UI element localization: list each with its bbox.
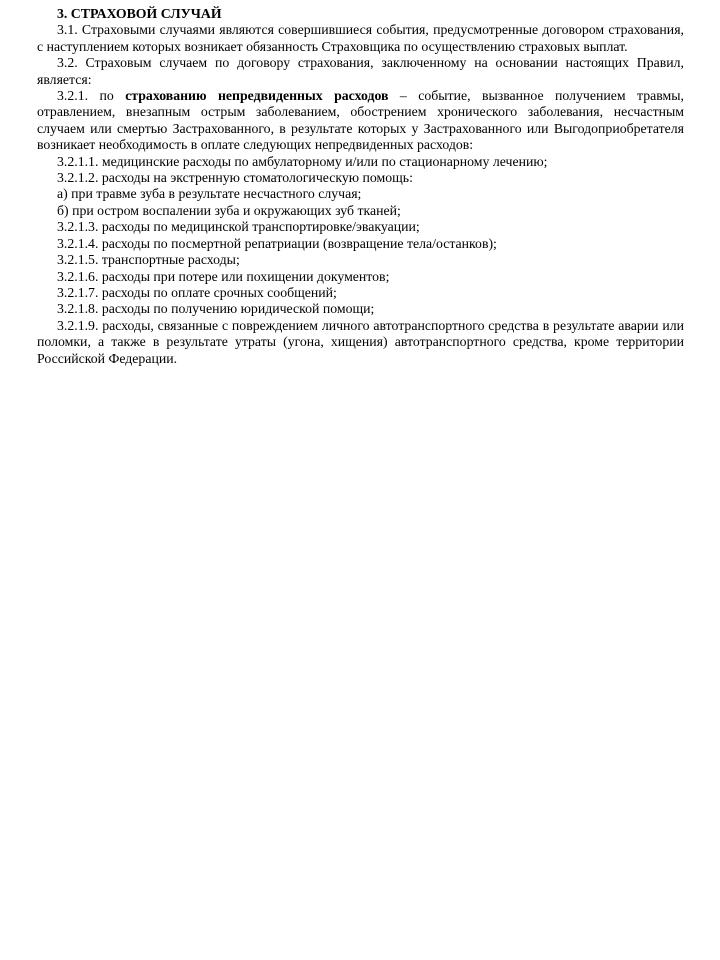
list-item-3-2-1-1: 3.2.1.1. медицинские расходы по амбулаторному и/или по стационарному лечению; [57,153,548,169]
paragraph-3-2-1-9: 3.2.1.9. расходы, связанные с повреждением личного автотранспортного средства в результате аварии или поломки, а также в результате утраты (угона, хищения) автотранспортного средства, кроме территории Российской Федерации. [37,317,684,366]
paragraph-3-2: 3.2. Страховым случаем по договору страхования, заключенному на основании настоящих Правил, является: [37,55,684,87]
list-item-3-2-1-5: 3.2.1.5. транспортные расходы; [57,252,240,268]
list-item-3-2-1-4: 3.2.1.4. расходы по посмертной репатриации (возвращение тела/останков); [57,235,497,251]
list-item-3-2-1-2: 3.2.1.2. расходы на экстренную стоматологическую помощь: [57,170,413,186]
paragraph-3-2-1 [37,88,684,154]
paragraph-3-2-1-lead: 3.2.1. по [57,88,126,104]
paragraph-3-2-1-bold-phrase: страхованию непредвиденных расходов [125,88,389,104]
list-item-a: а) при травме зуба в результате несчастного случая; [57,186,362,202]
list-item-b: б) при остром воспалении зуба и окружающих зуб тканей; [57,202,401,218]
list-item-3-2-1-8: 3.2.1.8. расходы по получению юридической помощи; [57,301,375,317]
section-title: 3. СТРАХОВОЙ СЛУЧАЙ [57,6,222,21]
paragraph-3-1: 3.1. Страховыми случаями являются совершившиеся события, предусмотренные договором страхования, с наступлением которых возникает обязанность Страховщика по осуществлению страховых выплат. [37,22,684,54]
list-item-3-2-1-3: 3.2.1.3. расходы по медицинской транспортировке/эвакуации; [57,219,420,235]
paragraph-3-2-1-rest: – событие, вызванное получением травмы, отравлением, внезапным острым заболеванием, обострением хронического заболевания, несчастным случаем или смертью Застрахованного, в результате которых у Застрахованного или Выгодоприобретателя возникает необходимость в оплате следующих непредвиденных расходов: [37,88,684,153]
list-item-3-2-1-6: 3.2.1.6. расходы при потере или похищении документов; [57,268,390,284]
list-item-3-2-1-7: 3.2.1.7. расходы по оплате срочных сообщений; [57,284,337,300]
